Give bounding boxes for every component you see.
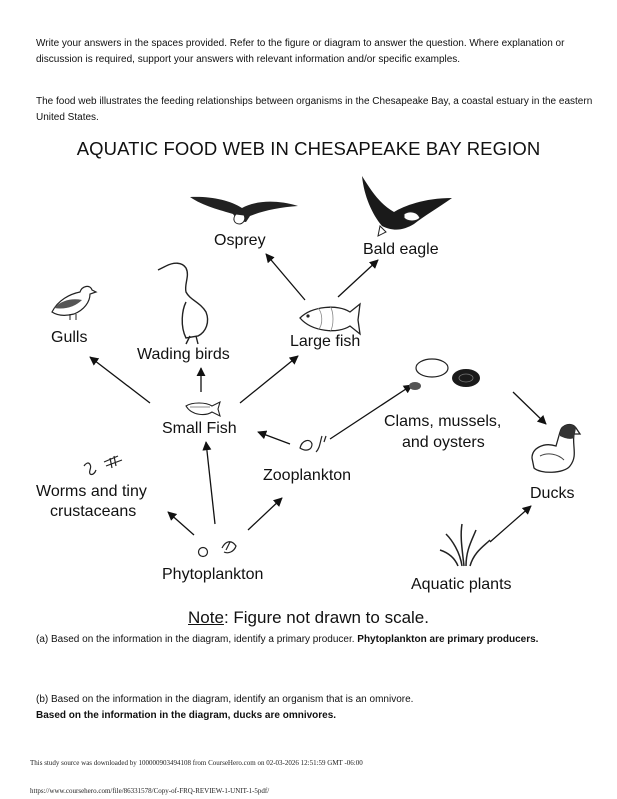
- arrow-zooplankton-to-smallfish: [258, 432, 290, 444]
- label-wading-birds: Wading birds: [137, 346, 230, 363]
- question-b: [36, 692, 596, 724]
- label-zooplankton: Zooplankton: [263, 467, 352, 484]
- osprey-icon: [190, 197, 298, 224]
- aquatic-plants-icon: [440, 524, 490, 566]
- food-web-diagram: [0, 165, 617, 605]
- small-fish-icon: [186, 402, 220, 416]
- label-small-fish: Small Fish: [162, 420, 237, 437]
- arrow-smallfish-to-gulls: [90, 357, 150, 403]
- question-a-prompt: (a) Based on the information in the diagram, identify a primary producer.: [36, 634, 358, 645]
- label-phytoplankton: Phytoplankton: [162, 566, 264, 583]
- label-aquatic-plants: Aquatic plants: [411, 576, 512, 593]
- bald-eagle-icon: [362, 176, 452, 236]
- large-fish-icon: [300, 304, 360, 334]
- label-ducks: Ducks: [530, 485, 575, 502]
- label-large-fish: Large fish: [290, 333, 361, 350]
- label-osprey: Osprey: [214, 232, 266, 249]
- label-gulls: Gulls: [51, 329, 88, 346]
- duck-icon: [532, 425, 580, 473]
- question-b-answer: Based on the information in the diagram, ducks are omnivores.: [36, 710, 337, 721]
- question-b-prompt: (b) Based on the information in the diagram, identify an organism that is an omnivore.: [36, 694, 414, 705]
- intro-text: The food web illustrates the feeding relationships between organisms in the Chesapeake Bay, a coastal estuary in the eastern United States.: [36, 96, 593, 123]
- figure-title: AQUATIC FOOD WEB IN CHESAPEAKE BAY REGION: [76, 138, 541, 159]
- clams-icon: [409, 359, 480, 390]
- phytoplankton-icon: [199, 542, 237, 557]
- note-text: : Figure not drawn to scale.: [223, 608, 429, 627]
- worms-icon: [84, 456, 122, 475]
- gull-icon: [52, 286, 96, 320]
- label-worms-line2: crustaceans: [50, 503, 137, 520]
- arrow-largefish-to-osprey: [266, 254, 305, 300]
- instructions-text: Write your answers in the spaces provided. Refer to the figure or diagram to answer the question. Where explanation or discussion is required, support your answers with relevant information and/or specific examples.: [36, 38, 565, 65]
- label-clams-line2: and oysters: [402, 434, 485, 451]
- feeding-arrows: [90, 254, 546, 542]
- label-clams-line1: Clams, mussels,: [384, 413, 502, 430]
- footer-url[interactable]: https://www.coursehero.com/file/86331578/Copy-of-FRQ-REVIEW-1-UNIT-1-5pdf/: [30, 787, 270, 795]
- wading-bird-icon: [158, 263, 208, 344]
- note-label: Note: [188, 608, 224, 627]
- arrow-phyto-to-worms: [168, 512, 194, 535]
- zooplankton-icon: [300, 436, 326, 452]
- footer-source: This study source was downloaded by 100000903494108 from CourseHero.com on 02-03-2026 12:51:59 GMT -06:00: [30, 759, 363, 767]
- arrow-aquaticplants-to-ducks: [490, 506, 531, 542]
- arrow-zooplankton-to-clams: [330, 385, 412, 439]
- arrow-largefish-to-baldeagle: [338, 260, 378, 297]
- question-a-answer: Phytoplankton are primary producers.: [357, 634, 539, 645]
- question-a: [36, 632, 596, 648]
- arrow-phyto-to-smallfish: [206, 442, 215, 524]
- arrow-clams-to-ducks: [513, 392, 546, 424]
- arrow-smallfish-to-largefish: [240, 356, 298, 403]
- label-bald-eagle: Bald eagle: [363, 241, 439, 258]
- arrow-phyto-to-zooplankton: [248, 498, 282, 530]
- figure-note: [0, 608, 617, 628]
- label-worms-line1: Worms and tiny: [36, 483, 147, 500]
